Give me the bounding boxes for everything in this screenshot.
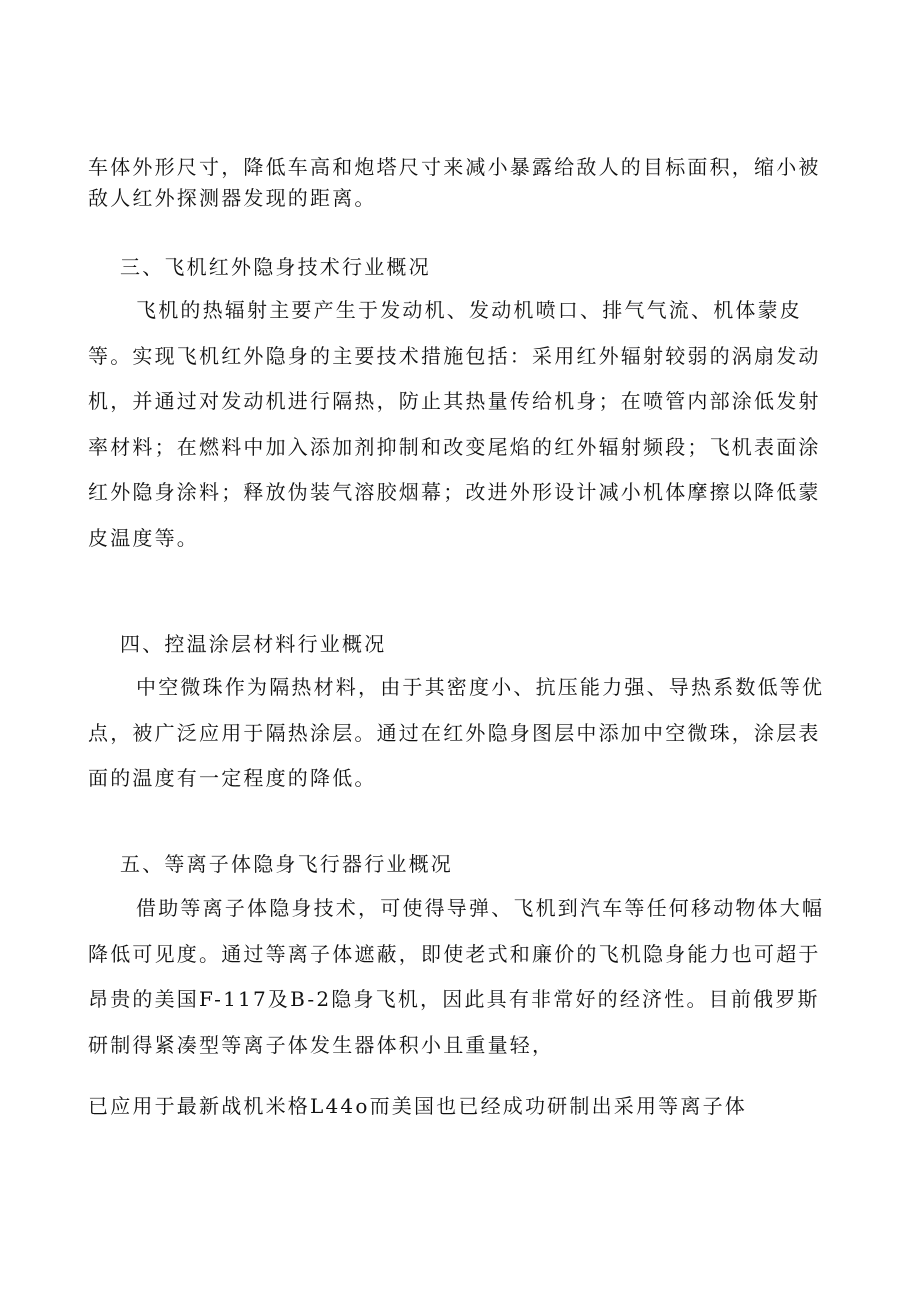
- paragraph-tank-infrared-stealth-continued: 车体外形尺寸，降低车高和炮塔尺寸来减小暴露给敌人的目标面积，缩小被敌人红外探测器发现的距离。: [88, 155, 821, 210]
- paragraph-plasma-stealth-continued: 已应用于最新战机米格L44o而美国也已经成功研制出采用等离子体: [88, 1094, 747, 1118]
- section-heading-plasma-stealth-aircraft: 五、等离子体隐身飞行器行业概况: [120, 852, 453, 876]
- section-heading-aircraft-infrared-stealth: 三、飞机红外隐身技术行业概况: [120, 255, 431, 279]
- paragraph-temperature-control-coating: 中空微珠作为隔热材料，由于其密度小、抗压能力强、导热系数低等优点，被广泛应用于隔热涂层。通过在红外隐身图层中添加中空微珠，涂层表面的温度有一定程度的降低。: [88, 675, 825, 790]
- paragraph-plasma-stealth-aircraft: 借助等离子体隐身技术，可使得导弹、飞机到汽车等任何移动物体大幅降低可见度。通过等离子体遮蔽，即使老式和廉价的飞机隐身能力也可超于昂贵的美国F-117及B-2隐身飞机，因此具有非常好的经济性。目前俄罗斯研制得紧凑型等离子体发生器体积小且重量轻，: [88, 896, 825, 1057]
- section-heading-temperature-control-coating: 四、控温涂层材料行业概况: [120, 632, 387, 656]
- paragraph-aircraft-infrared-stealth: 飞机的热辐射主要产生于发动机、发动机喷口、排气气流、机体蒙皮等。实现飞机红外隐身的主要技术措施包括：采用红外辐射较弱的涡扇发动机，并通过对发动机进行隔热，防止其热量传给机身；在喷管内部涂低发射率材料；在燃料中加入添加剂抑制和改变尾焰的红外辐射频段；飞机表面涂红外隐身涂料；释放伪装气溶胶烟幕；改进外形设计减小机体摩擦以降低蒙皮温度等。: [88, 298, 821, 550]
